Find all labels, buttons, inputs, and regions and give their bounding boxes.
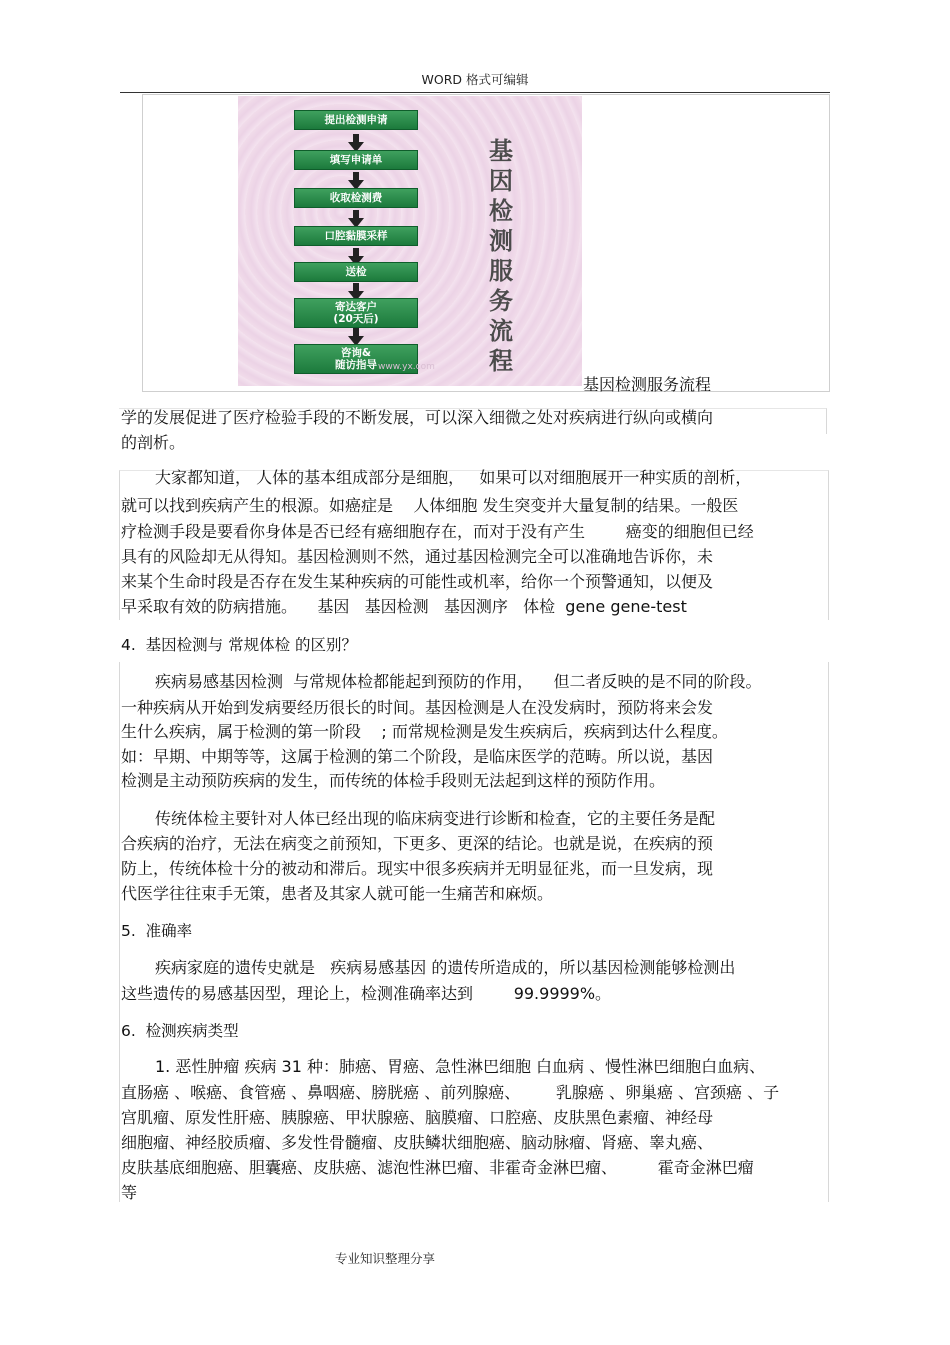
section6-p1-line-6: 等 (121, 1183, 138, 1202)
intro-line-2: 的剖析。 (121, 433, 186, 452)
flow-step-7-text: 咨询& 随访指导 (335, 347, 377, 371)
section4-p1-line-3: 生什么疾病，属于检测的第一阶段 ; 而常规检测是发生疾病后，疾病到达什么程度。 (121, 722, 728, 741)
section4-p2-line-3: 防上，传统体检十分的被动和滞后。现实中很多疾病并无明显征兆，而一旦发病，现 (121, 859, 714, 878)
section4-p2-line-1: 传统体检主要针对人体已经出现的临床病变进行诊断和检查，它的主要任务是配 (155, 809, 716, 828)
flow-step-2: 填写申请单 (294, 150, 418, 170)
para1-line-1: 大家都知道， 人体的基本组成部分是细胞， 如果可以对细胞展开一种实质的剖析， (155, 468, 752, 487)
flow-step-5: 送检 (294, 262, 418, 282)
intro-line-1: 学的发展促进了医疗检验手段的不断发展，可以深入细微之处对疾病进行纵向或横向 (121, 408, 714, 427)
flowchart-image (238, 96, 582, 386)
section6-p1-line-3: 宫肌瘤、原发性肝癌、胰腺癌、甲状腺癌、脑膜瘤、口腔癌、皮肤黑色素瘤、神经母 (121, 1108, 714, 1127)
section5-p1-line-2: 这些遗传的易感基因型，理论上，检测准确率达到 99.9999%。 (121, 984, 612, 1003)
section4-p1-line-1: 疾病易感基因检测 与常规体检都能起到预防的作用， 但二者反映的是不同的阶段。 (155, 672, 762, 691)
section4-p2-line-4: 代医学往往束手无策，患者及其家人就可能一生痛苦和麻烦。 (121, 884, 554, 903)
flow-step-1: 提出检测申请 (294, 110, 418, 130)
header-rule (120, 92, 830, 93)
section6-p1-line-4: 细胞瘤、神经胶质瘤、多发性骨髓瘤、皮肤鳞状细胞癌、脑动脉瘤、肾癌、睾丸癌、 (121, 1133, 714, 1152)
flow-step-6 (294, 298, 418, 328)
section4-p1-line-2: 一种疾病从开始到发病要经历很长的时间。基因检测是人在没发病时，预防将来会发 (121, 698, 714, 717)
section5-p1-line-1: 疾病家庭的遗传史就是 疾病易感基因 的遗传所造成的，所以基因检测能够检测出 (155, 958, 736, 977)
section6-p1-line-5: 皮肤基底细胞癌、胆囊癌、皮肤癌、滤泡性淋巴瘤、非霍奇金淋巴瘤、 霍奇金淋巴瘤 (121, 1158, 754, 1177)
section6-p1-line-1: 1. 恶性肿瘤 疾病 31 种：肺癌、胃癌、急性淋巴细胞 白血病 、慢性淋巴细胞白血病、 (155, 1057, 766, 1076)
section6-heading: 6. 检测疾病类型 (121, 1022, 239, 1040)
para1-line-4: 具有的风险却无从得知。基因检测则不然，通过基因检测完全可以准确地告诉你，未 (121, 547, 714, 566)
flow-step-3: 收取检测费 (294, 188, 418, 208)
section5-heading: 5. 准确率 (121, 922, 193, 940)
section4-p2-line-2: 合疾病的治疗，无法在病变之前预知，下更多、更深的结论。也就是说，在疾病的预 (121, 834, 714, 853)
flow-step-6-text: 寄达客户 (20天后) (333, 301, 379, 325)
para1-line-2: 就可以找到疾病产生的根源。如癌症是 人体细胞 发生突变并大量复制的结果。一般医 (121, 496, 739, 515)
para1-line-6: 早采取有效的防病措施。 基因 基因检测 基因测序 体检 gene gene-test (121, 597, 687, 616)
image-watermark: www.yx.com (378, 362, 435, 372)
para1-line-3: 疗检测手段是要看你身体是否已经有癌细胞存在，而对于没有产生 癌变的细胞但已经 (121, 522, 754, 541)
section4-heading: 4. 基因检测与 常规体检 的区别？ (121, 636, 357, 654)
page-footer: 专业知识整理分享 (334, 1251, 435, 1266)
para1-line-5: 来某个生命时段是否存在发生某种疾病的可能性或机率，给你一个预警通知，以便及 (121, 572, 714, 591)
flow-step-4: 口腔黏膜采样 (294, 226, 418, 246)
flowchart-vertical-title: 基因检测服务流程 (489, 136, 513, 375)
figure-caption: 基因检测服务流程 (583, 375, 712, 394)
section4-p1-line-5: 检测是主动预防疾病的发生，而传统的体检手段则无法起到这样的预防作用。 (121, 771, 666, 790)
section6-p1-line-2: 直肠癌 、喉癌、食管癌 、鼻咽癌、膀胱癌 、前列腺癌、 乳腺癌 、卵巢癌 、宫颈癌 、子 (121, 1083, 780, 1102)
page-header: WORD 格式可编辑 (421, 72, 529, 87)
section4-p1-line-4: 如：早期、中期等等，这属于检测的第二个阶段，是临床医学的范畴。所以说，基因 (121, 747, 714, 766)
